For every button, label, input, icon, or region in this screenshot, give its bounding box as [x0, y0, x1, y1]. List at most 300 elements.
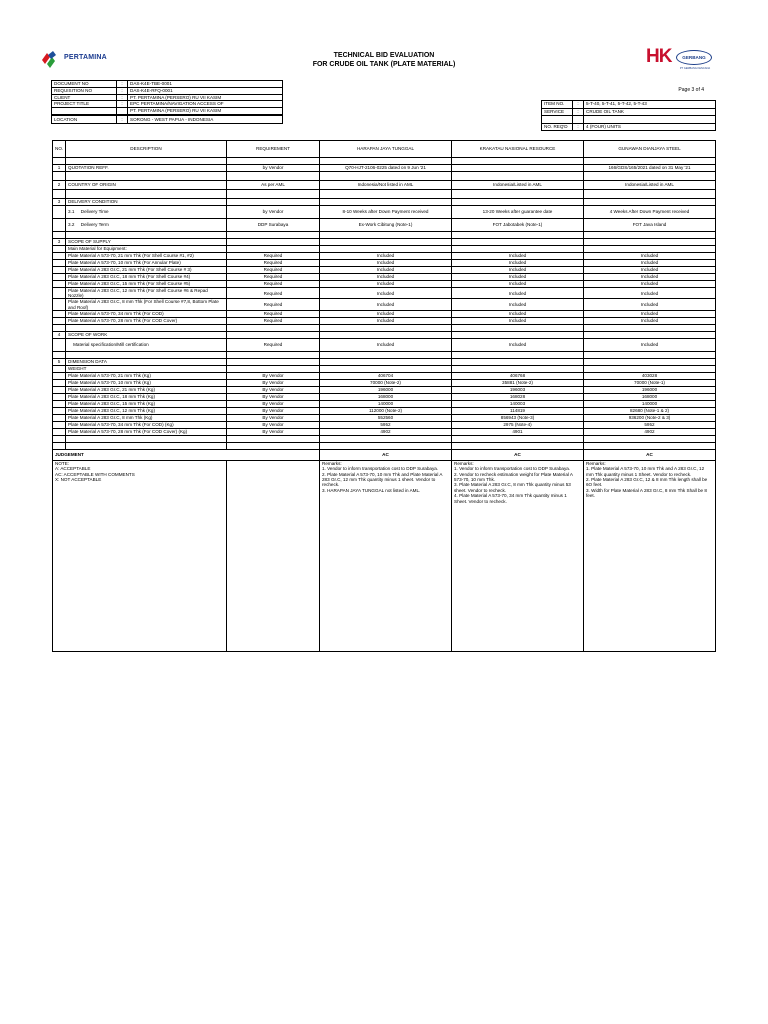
table-cell [66, 442, 227, 449]
table-cell [227, 365, 320, 372]
info-row: CLIENT : PT. PERTAMINA (PERSERO) RU VII KASIM [52, 94, 283, 101]
evaluation-table [52, 140, 716, 652]
col-header-description: DESCRIPTION [66, 141, 227, 158]
table-row [53, 407, 716, 414]
table-cell [227, 442, 320, 449]
table-cell: Plate Material A 573-70, 34 mm Thk (For COD) (Kg) [66, 421, 227, 428]
table-cell [320, 158, 452, 165]
table-cell [66, 435, 227, 442]
table-cell: Included [452, 317, 584, 324]
table-cell [584, 232, 716, 239]
gerbang-subtitle: PT GERBANG KENCANA [679, 67, 711, 70]
note-line: 1. Vendor to inform transportation cost to DDP Surabaya. [322, 466, 439, 472]
table-cell: 2 [53, 181, 66, 190]
table-cell: By Vendor [227, 372, 320, 379]
table-cell [584, 324, 716, 331]
table-cell: Included [320, 274, 452, 281]
table-cell [452, 165, 584, 172]
table-cell: Plate Material A 283 Gr.C, 15 mm Thk (Kg) [66, 400, 227, 407]
table-cell [320, 435, 452, 442]
note-line: AC: ACCEPTABLE WITH COMMENTS [55, 471, 135, 477]
table-cell [53, 351, 66, 358]
table-cell: 3.1 Delivery Time [66, 206, 227, 219]
table-cell [53, 281, 66, 288]
table-cell [227, 460, 320, 651]
info-row: DOCUMENT NO : DAS-K4E-TBE-0001 [52, 81, 283, 88]
judgement-vendor-3: AC [584, 449, 716, 460]
table-cell: 196000 [320, 386, 452, 393]
table-cell: 196003 [452, 386, 584, 393]
table-row [53, 288, 716, 299]
table-cell [227, 435, 320, 442]
table-cell [53, 379, 66, 386]
note-line: 1. Vendor to inform transportation cost to DDP Surabaya. [454, 466, 571, 472]
remarks-vendor-3 [584, 460, 716, 651]
table-row [53, 386, 716, 393]
table-cell: Required [227, 260, 320, 267]
table-cell [452, 246, 584, 253]
table-cell: 4 Weeks After Down Payment received [584, 206, 716, 219]
table-cell [584, 158, 716, 165]
table-cell: 140000 [320, 400, 452, 407]
table-cell: 140003 [452, 400, 584, 407]
table-cell: Plate Material A 573-70, 34 mm Thk (For COD) [66, 310, 227, 317]
table-cell: 168000 [584, 393, 716, 400]
table-cell [584, 172, 716, 181]
note-line: Remarks: [322, 460, 342, 466]
table-cell: Included [452, 310, 584, 317]
table-cell: 3 [53, 199, 66, 206]
table-cell [584, 199, 716, 206]
table-cell: 4901 [452, 428, 584, 435]
table-cell [320, 358, 452, 365]
table-cell: 166/GDS/165/2021 dated on 31 May '21 [584, 165, 716, 172]
table-cell: By Vendor [227, 407, 320, 414]
table-cell: By Vendor [227, 414, 320, 421]
table-cell [227, 239, 320, 246]
table-cell: 4 [53, 331, 66, 338]
item-row: SERVICE : CRUDE OIL TANK [542, 108, 716, 116]
table-cell: Plate Material A 573-70, 21 mm Thk (For Shell Course #1, #2) [66, 253, 227, 260]
table-cell: Included [584, 253, 716, 260]
table-row [53, 317, 716, 324]
table-cell: Included [584, 310, 716, 317]
item-row [542, 116, 716, 124]
table-cell [320, 172, 452, 181]
table-cell: Required [227, 288, 320, 299]
table-cell [53, 246, 66, 253]
table-cell [53, 267, 66, 274]
table-cell: Included [584, 281, 716, 288]
table-cell: Required [227, 338, 320, 351]
item-info-table [541, 100, 716, 131]
judgement-label: JUDGEMENT [53, 449, 320, 460]
table-cell: 1 [53, 165, 66, 172]
table-cell [53, 299, 66, 310]
table-cell: by Vendor [227, 165, 320, 172]
table-cell: Included [452, 260, 584, 267]
table-cell: Plate Material A 573-70, 28 mm Thk (For COD Cover) [66, 317, 227, 324]
table-cell: Required [227, 253, 320, 260]
table-row [53, 219, 716, 232]
col-header-vendor-2: KRAKATAU NASIONAL RESOURCE [452, 141, 584, 158]
hk-logo: HK [646, 46, 672, 67]
table-cell: 196000 [584, 386, 716, 393]
table-cell: Q70-HJT-2106-0225 dated on 9 Jun '21 [320, 165, 452, 172]
note-line: 3. Width for Plate Material A 283 Gr.C, 8 mm Thk Shall be 8 feet. [586, 487, 707, 499]
table-cell: 112000 (Note-2) [320, 407, 452, 414]
table-cell: Included [320, 317, 452, 324]
table-cell [584, 239, 716, 246]
table-cell: Included [452, 299, 584, 310]
note-line: X: NOT ACCEPTABLE [55, 477, 102, 483]
table-cell [53, 442, 66, 449]
table-cell [584, 331, 716, 338]
col-header-no: NO. [53, 141, 66, 158]
table-cell: Included [320, 281, 452, 288]
table-cell: WEIGHT [66, 365, 227, 372]
table-cell: 856943 (Note-3) [452, 414, 584, 421]
table-cell [452, 351, 584, 358]
table-cell: Plate Material A 283 Gr.C, 15 mm Thk (For Shell Course #5) [66, 281, 227, 288]
table-cell [53, 172, 66, 181]
table-cell: Included [584, 274, 716, 281]
table-cell: 4902 [584, 428, 716, 435]
table-cell: Indonesia/Not listed in AML [320, 181, 452, 190]
table-row [53, 338, 716, 351]
note-line: A: ACCEPTABLE [55, 466, 91, 472]
table-row [53, 400, 716, 407]
table-row [53, 372, 716, 379]
table-cell: Required [227, 310, 320, 317]
section-row [53, 239, 716, 246]
table-cell [320, 324, 452, 331]
table-cell: Plate Material A 283 Gr.C, 8 mm Thk (For Shell Course #7,8, Bottom Plate and Roof) [66, 299, 227, 310]
table-cell: As per AML [227, 181, 320, 190]
table-cell [53, 372, 66, 379]
table-cell [584, 351, 716, 358]
judgement-vendor-1: AC [320, 449, 452, 460]
table-cell: Included [320, 299, 452, 310]
table-cell [53, 190, 66, 199]
table-cell [584, 435, 716, 442]
table-cell [320, 331, 452, 338]
table-cell: By Vendor [227, 421, 320, 428]
table-cell [452, 365, 584, 372]
table-cell: Plate Material A 573-70, 10 mm Thk (For Annular Plate) [66, 260, 227, 267]
table-cell [227, 172, 320, 181]
table-cell: Ex-Work Cibitung (Note-1) [320, 219, 452, 232]
table-cell [53, 206, 66, 219]
table-cell: Included [452, 281, 584, 288]
table-cell: Included [320, 310, 452, 317]
note-line: 3. Plate Material A 283 Gr.C, 8 mm Thk quantity minus 53 sheet. Vendor to recheck. [454, 482, 571, 493]
table-cell: DDP Surabaya [227, 219, 320, 232]
table-cell [452, 239, 584, 246]
table-cell [227, 246, 320, 253]
table-cell: Required [227, 281, 320, 288]
table-cell [452, 190, 584, 199]
table-cell: 168028 [452, 393, 584, 400]
table-cell [320, 199, 452, 206]
table-cell [320, 351, 452, 358]
table-cell: By Vendor [227, 428, 320, 435]
table-cell: Plate Material A 283 Gr.C, 21 mm Thk (Kg) [66, 386, 227, 393]
table-cell [320, 246, 452, 253]
table-cell [53, 400, 66, 407]
table-row [53, 206, 716, 219]
table-cell: by Vendor [227, 206, 320, 219]
table-cell: 35881 (Note-2) [452, 379, 584, 386]
note-line: 2. Plate Material A 573-70, 10 mm Thk and Plate Material A 283 Gr.C, 12 mm Thk quantity minus 1 sheet. Vendor to recheck. [322, 471, 443, 488]
table-cell [66, 158, 227, 165]
note-line: 2. Vendor to recheck estimation weight for Plate Material A 573-70, 10 mm Thk. [454, 471, 573, 483]
table-cell: Included [452, 338, 584, 351]
table-cell [452, 199, 584, 206]
table-cell: Included [320, 288, 452, 299]
table-cell: SCOPE OF SUPPLY [66, 239, 227, 246]
table-cell [452, 442, 584, 449]
table-cell [53, 407, 66, 414]
section-row [53, 199, 716, 206]
table-cell [452, 158, 584, 165]
table-cell [53, 310, 66, 317]
table-cell: Plate Material A 573-70, 28 mm Thk (For COD Cover) (Kg) [66, 428, 227, 435]
table-cell [584, 365, 716, 372]
table-cell: Plate Material A 283 Gr.C, 8 mm Thk (Kg) [66, 414, 227, 421]
table-cell: Required [227, 274, 320, 281]
location-table: LOCATION : SORONG - WEST PAPUA - INDONESIA [51, 115, 283, 124]
table-cell: Plate Material A 283 Gr.C, 12 mm Thk (For Shell Course #6 & Repad Nozzle) [66, 288, 227, 299]
table-cell [53, 324, 66, 331]
table-cell: Included [320, 338, 452, 351]
remarks-vendor-1 [320, 460, 452, 651]
table-cell: Included [584, 338, 716, 351]
legend-notes [53, 460, 227, 651]
table-row [53, 310, 716, 317]
table-cell: 13-20 Weeks after guarantee date [452, 206, 584, 219]
table-cell: Included [452, 267, 584, 274]
table-cell [227, 232, 320, 239]
table-cell [53, 219, 66, 232]
table-cell [320, 442, 452, 449]
table-cell [66, 190, 227, 199]
gerbang-logo: GERBANG [676, 50, 712, 65]
table-cell: 2975 (Note-4) [452, 421, 584, 428]
table-cell: 140000 [584, 400, 716, 407]
note-line: 3. HARAPAN JAYA TUNGGAL not listed in AML. [322, 487, 421, 493]
title-line-2: FOR CRUDE OIL TANK (PLATE MATERIAL) [312, 60, 456, 68]
table-cell [53, 393, 66, 400]
note-line: 2. Plate Material A 283 Gr.C, 12 & 8 mm Thk length shall be 6O feet. [586, 477, 708, 488]
table-cell [66, 232, 227, 239]
table-cell: Included [320, 267, 452, 274]
table-cell: Plate Material A 283 Gr.C, 21 mm Thk (For Shell Course # 3) [66, 267, 227, 274]
title-line-1: TECHNICAL BID EVALUATION [333, 52, 435, 59]
table-cell: Included [584, 260, 716, 267]
table-cell: By Vendor [227, 393, 320, 400]
table-cell: By Vendor [227, 400, 320, 407]
table-cell [53, 253, 66, 260]
table-cell: Material specification/Mill certification [66, 338, 227, 351]
table-cell: 403028 [584, 372, 716, 379]
table-cell [53, 338, 66, 351]
table-row [53, 421, 716, 428]
table-cell [320, 232, 452, 239]
table-row [53, 393, 716, 400]
table-cell: 114819 [452, 407, 584, 414]
table-cell [53, 317, 66, 324]
table-row [53, 253, 716, 260]
table-cell: Included [320, 253, 452, 260]
table-cell [53, 260, 66, 267]
table-cell: 5952 [320, 421, 452, 428]
table-cell: Included [584, 299, 716, 310]
item-row: NO. REQ'D : 4 (FOUR) UNITS [542, 123, 716, 131]
table-cell: Included [584, 317, 716, 324]
table-cell [66, 324, 227, 331]
table-cell [452, 172, 584, 181]
table-cell: SCOPE OF WORK [66, 331, 227, 338]
col-header-requirement: REQUIREMENT [227, 141, 320, 158]
table-cell: 552560 [320, 414, 452, 421]
table-cell [227, 351, 320, 358]
info-row: REQUISITION NO : DAS-K4E-RFQ-0001 [52, 87, 283, 94]
table-cell [320, 190, 452, 199]
section-row [53, 358, 716, 365]
table-cell [452, 232, 584, 239]
table-cell [66, 172, 227, 181]
document-info-table [51, 80, 283, 115]
note-line: NOTE: [55, 460, 70, 466]
table-cell [227, 358, 320, 365]
info-row: PROJECT TITLE : EPC PERTAMINA/NAVIGATION ACCESS OF [52, 101, 283, 108]
table-cell: 406704 [320, 372, 452, 379]
table-cell [452, 435, 584, 442]
table-cell [227, 199, 320, 206]
table-cell: DIMENSION DATA [66, 358, 227, 365]
table-row [53, 281, 716, 288]
table-cell: By Vendor [227, 386, 320, 393]
table-cell [584, 190, 716, 199]
remarks-vendor-2 [452, 460, 584, 651]
table-cell [53, 386, 66, 393]
table-cell [320, 239, 452, 246]
judgement-row [53, 449, 716, 460]
note-line: 4. Plate Material A 573-70, 34 mm Thk quantity minus 1 Sheet. Vendor to recheck. [454, 493, 567, 504]
judgement-vendor-2: AC [452, 449, 584, 460]
table-cell [53, 421, 66, 428]
table-cell [584, 246, 716, 253]
col-header-vendor-3: GUNAWAN DIANJAYA STEEL [584, 141, 716, 158]
table-cell: 70000 (Note-1) [584, 379, 716, 386]
table-cell [53, 274, 66, 281]
table-row [53, 260, 716, 267]
pertamina-wordmark: PERTAMINA [64, 54, 107, 61]
table-cell: FOT Jabotabek (Note-1) [452, 219, 584, 232]
table-row [53, 379, 716, 386]
note-line: Remarks: [454, 460, 474, 466]
table-cell: Indonesia/Listed in AML [584, 181, 716, 190]
note-line: Remarks: [586, 460, 606, 466]
table-row [53, 181, 716, 190]
table-cell [227, 331, 320, 338]
table-cell: 82680 (Note-1 & 2) [584, 407, 716, 414]
table-cell: Included [452, 274, 584, 281]
table-cell: COUNTRY OF ORIGIN [66, 181, 227, 190]
note-line: 1. Plate Material A 573-70, 10 mm Thk and A 283 Gr.C, 12 mm Thk quantity minus 1 Sheet. Vendor to recheck. [586, 466, 705, 477]
table-cell [53, 428, 66, 435]
table-cell: Included [452, 288, 584, 299]
table-cell: Plate Material A 573-70, 10 mm Thk (Kg) [66, 379, 227, 386]
table-cell: Included [452, 253, 584, 260]
table-cell [584, 358, 716, 365]
table-row [53, 274, 716, 281]
section-row [53, 331, 716, 338]
notes-row [53, 460, 716, 651]
table-cell: By Vendor [227, 379, 320, 386]
table-cell: 5 [53, 358, 66, 365]
table-cell [320, 365, 452, 372]
table-cell: Plate Material A 573-70, 21 mm Thk (Kg) [66, 372, 227, 379]
table-row [53, 414, 716, 421]
table-cell [584, 442, 716, 449]
subsection-row [53, 246, 716, 253]
table-cell [227, 324, 320, 331]
table-cell: Required [227, 317, 320, 324]
table-header-row [53, 141, 716, 158]
table-cell: Plate Material A 283 Gr.C, 18 mm Thk (For Shell Course #4) [66, 274, 227, 281]
table-cell: Included [320, 260, 452, 267]
table-cell [53, 365, 66, 372]
table-cell [66, 351, 227, 358]
col-header-vendor-1: HARAPAN JAYA TUNGGAL [320, 141, 452, 158]
table-cell: 70000 (Note-2) [320, 379, 452, 386]
table-cell: 936200 (Note-2 & 3) [584, 414, 716, 421]
table-cell: FOT Java Island [584, 219, 716, 232]
table-cell: DELIVERY CONDITION [66, 199, 227, 206]
table-cell: 5952 [584, 421, 716, 428]
table-cell [452, 331, 584, 338]
table-cell: 3.2 Delivery Term [66, 219, 227, 232]
table-cell [53, 158, 66, 165]
table-cell: Included [584, 288, 716, 299]
page-number: Page 3 of 4 [678, 87, 704, 93]
table-row [53, 165, 716, 172]
table-cell: Indonesia/Listed in AML [452, 181, 584, 190]
table-row [53, 428, 716, 435]
item-row: ITEM NO. : 5-T-40, 5-T-41, 5-T-42, 5-T-43 [542, 101, 716, 109]
table-cell [53, 232, 66, 239]
table-cell [452, 358, 584, 365]
table-cell: 8-10 Weeks after Down Payment received [320, 206, 452, 219]
table-row [53, 267, 716, 274]
table-cell [227, 158, 320, 165]
table-cell: 3 [53, 239, 66, 246]
table-cell: Included [584, 267, 716, 274]
table-cell: 4902 [320, 428, 452, 435]
table-row [53, 299, 716, 310]
table-cell [53, 288, 66, 299]
table-cell: Required [227, 299, 320, 310]
table-cell: Plate Material A 283 Gr.C, 12 mm Thk (Kg) [66, 407, 227, 414]
table-cell: 168000 [320, 393, 452, 400]
table-cell [53, 435, 66, 442]
table-cell [227, 190, 320, 199]
table-cell: Required [227, 267, 320, 274]
table-cell: Main Material for Equipment: [66, 246, 227, 253]
table-cell [452, 324, 584, 331]
